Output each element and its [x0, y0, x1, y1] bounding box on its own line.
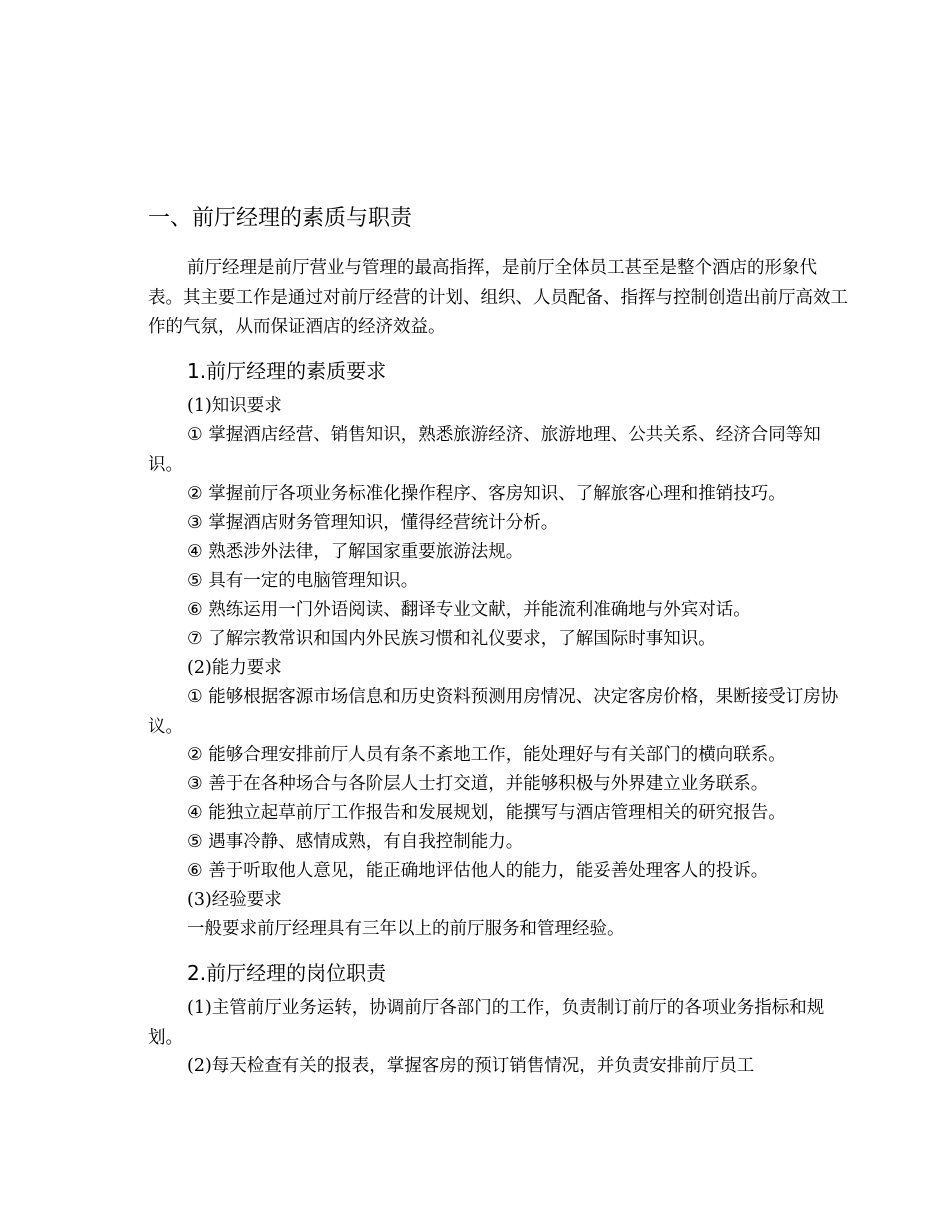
ability-item: ② 能够合理安排前厅人员有条不紊地工作，能处理好与有关部门的横向联系。	[187, 745, 786, 765]
main-heading: 一、前厅经理的素质与职责	[148, 206, 413, 231]
duty-text: 每天检查有关的报表，掌握客房的预订销售情况，并负责安排前厅员工	[211, 1056, 755, 1076]
duty-num: (1)	[187, 998, 212, 1018]
knowledge-item: ⑤ 具有一定的电脑管理知识。	[187, 571, 419, 591]
knowledge-item: ⑦ 了解宗教常识和国内外民族习惯和礼仪要求，了解国际时事知识。	[187, 629, 716, 649]
experience-text: 一般要求前厅经理具有三年以上的前厅服务和管理经验。	[187, 919, 625, 939]
knowledge-subtitle	[148, 392, 848, 422]
knowledge-subtitle-num: (1)	[187, 396, 212, 416]
intro-paragraph: 前厅经理是前厅营业与管理的最高指挥，是前厅全体员工甚至是整个酒店的形象代表。其主要工作是通过对前厅经营的计划、组织、人员配备、指挥与控制创造出前厅高效工作的气氛，从而保证酒店的经济效益。	[148, 258, 848, 337]
ability-item: ④ 能独立起草前厅工作报告和发展规划，能撰写与酒店管理相关的研究报告。	[187, 803, 786, 823]
knowledge-item: ③ 掌握酒店财务管理知识，懂得经营统计分析。	[187, 513, 559, 533]
ability-item: ⑤ 遇事冷静、感情成熟，有自我控制能力。	[187, 832, 524, 852]
experience-subtitle-num: (3)	[187, 890, 212, 910]
ability-item: ⑥ 善于听取他人意见，能正确地评估他人的能力，能妥善处理客人的投诉。	[187, 861, 769, 881]
knowledge-item: ② 掌握前厅各项业务标准化操作程序、客房知识、了解旅客心理和推销技巧。	[187, 484, 786, 504]
duty-text: 主管前厅业务运转，协调前厅各部门的工作，负责制订前厅的各项业务指标和规划。	[148, 998, 825, 1048]
duty-item	[148, 1052, 848, 1082]
section1-title: 1.前厅经理的素质要求	[187, 359, 387, 383]
knowledge-item: ④ 熟悉涉外法律，了解国家重要旅游法规。	[187, 542, 524, 562]
ability-subtitle-num: (2)	[187, 658, 212, 678]
knowledge-subtitle-text: 知识要求	[211, 396, 282, 416]
experience-subtitle	[148, 886, 848, 916]
ability-item: ③ 善于在各种场合与各阶层人士打交道，并能够积极与外界建立业务联系。	[187, 774, 769, 794]
experience-subtitle-text: 经验要求	[211, 890, 282, 910]
duty-item	[148, 994, 848, 1053]
duty-num: (2)	[187, 1056, 212, 1076]
ability-subtitle	[148, 654, 848, 684]
ability-item: ① 能够根据客源市场信息和历史资料预测用房情况、决定客房价格，果断接受订房协议。	[148, 687, 839, 737]
ability-subtitle-text: 能力要求	[211, 658, 282, 678]
section2-title: 2.前厅经理的岗位职责	[187, 961, 387, 985]
knowledge-item: ① 掌握酒店经营、销售知识，熟悉旅游经济、旅游地理、公共关系、经济合同等知识。	[148, 425, 821, 475]
knowledge-item: ⑥ 熟练运用一门外语阅读、翻译专业文献，并能流利准确地与外宾对话。	[187, 600, 751, 620]
